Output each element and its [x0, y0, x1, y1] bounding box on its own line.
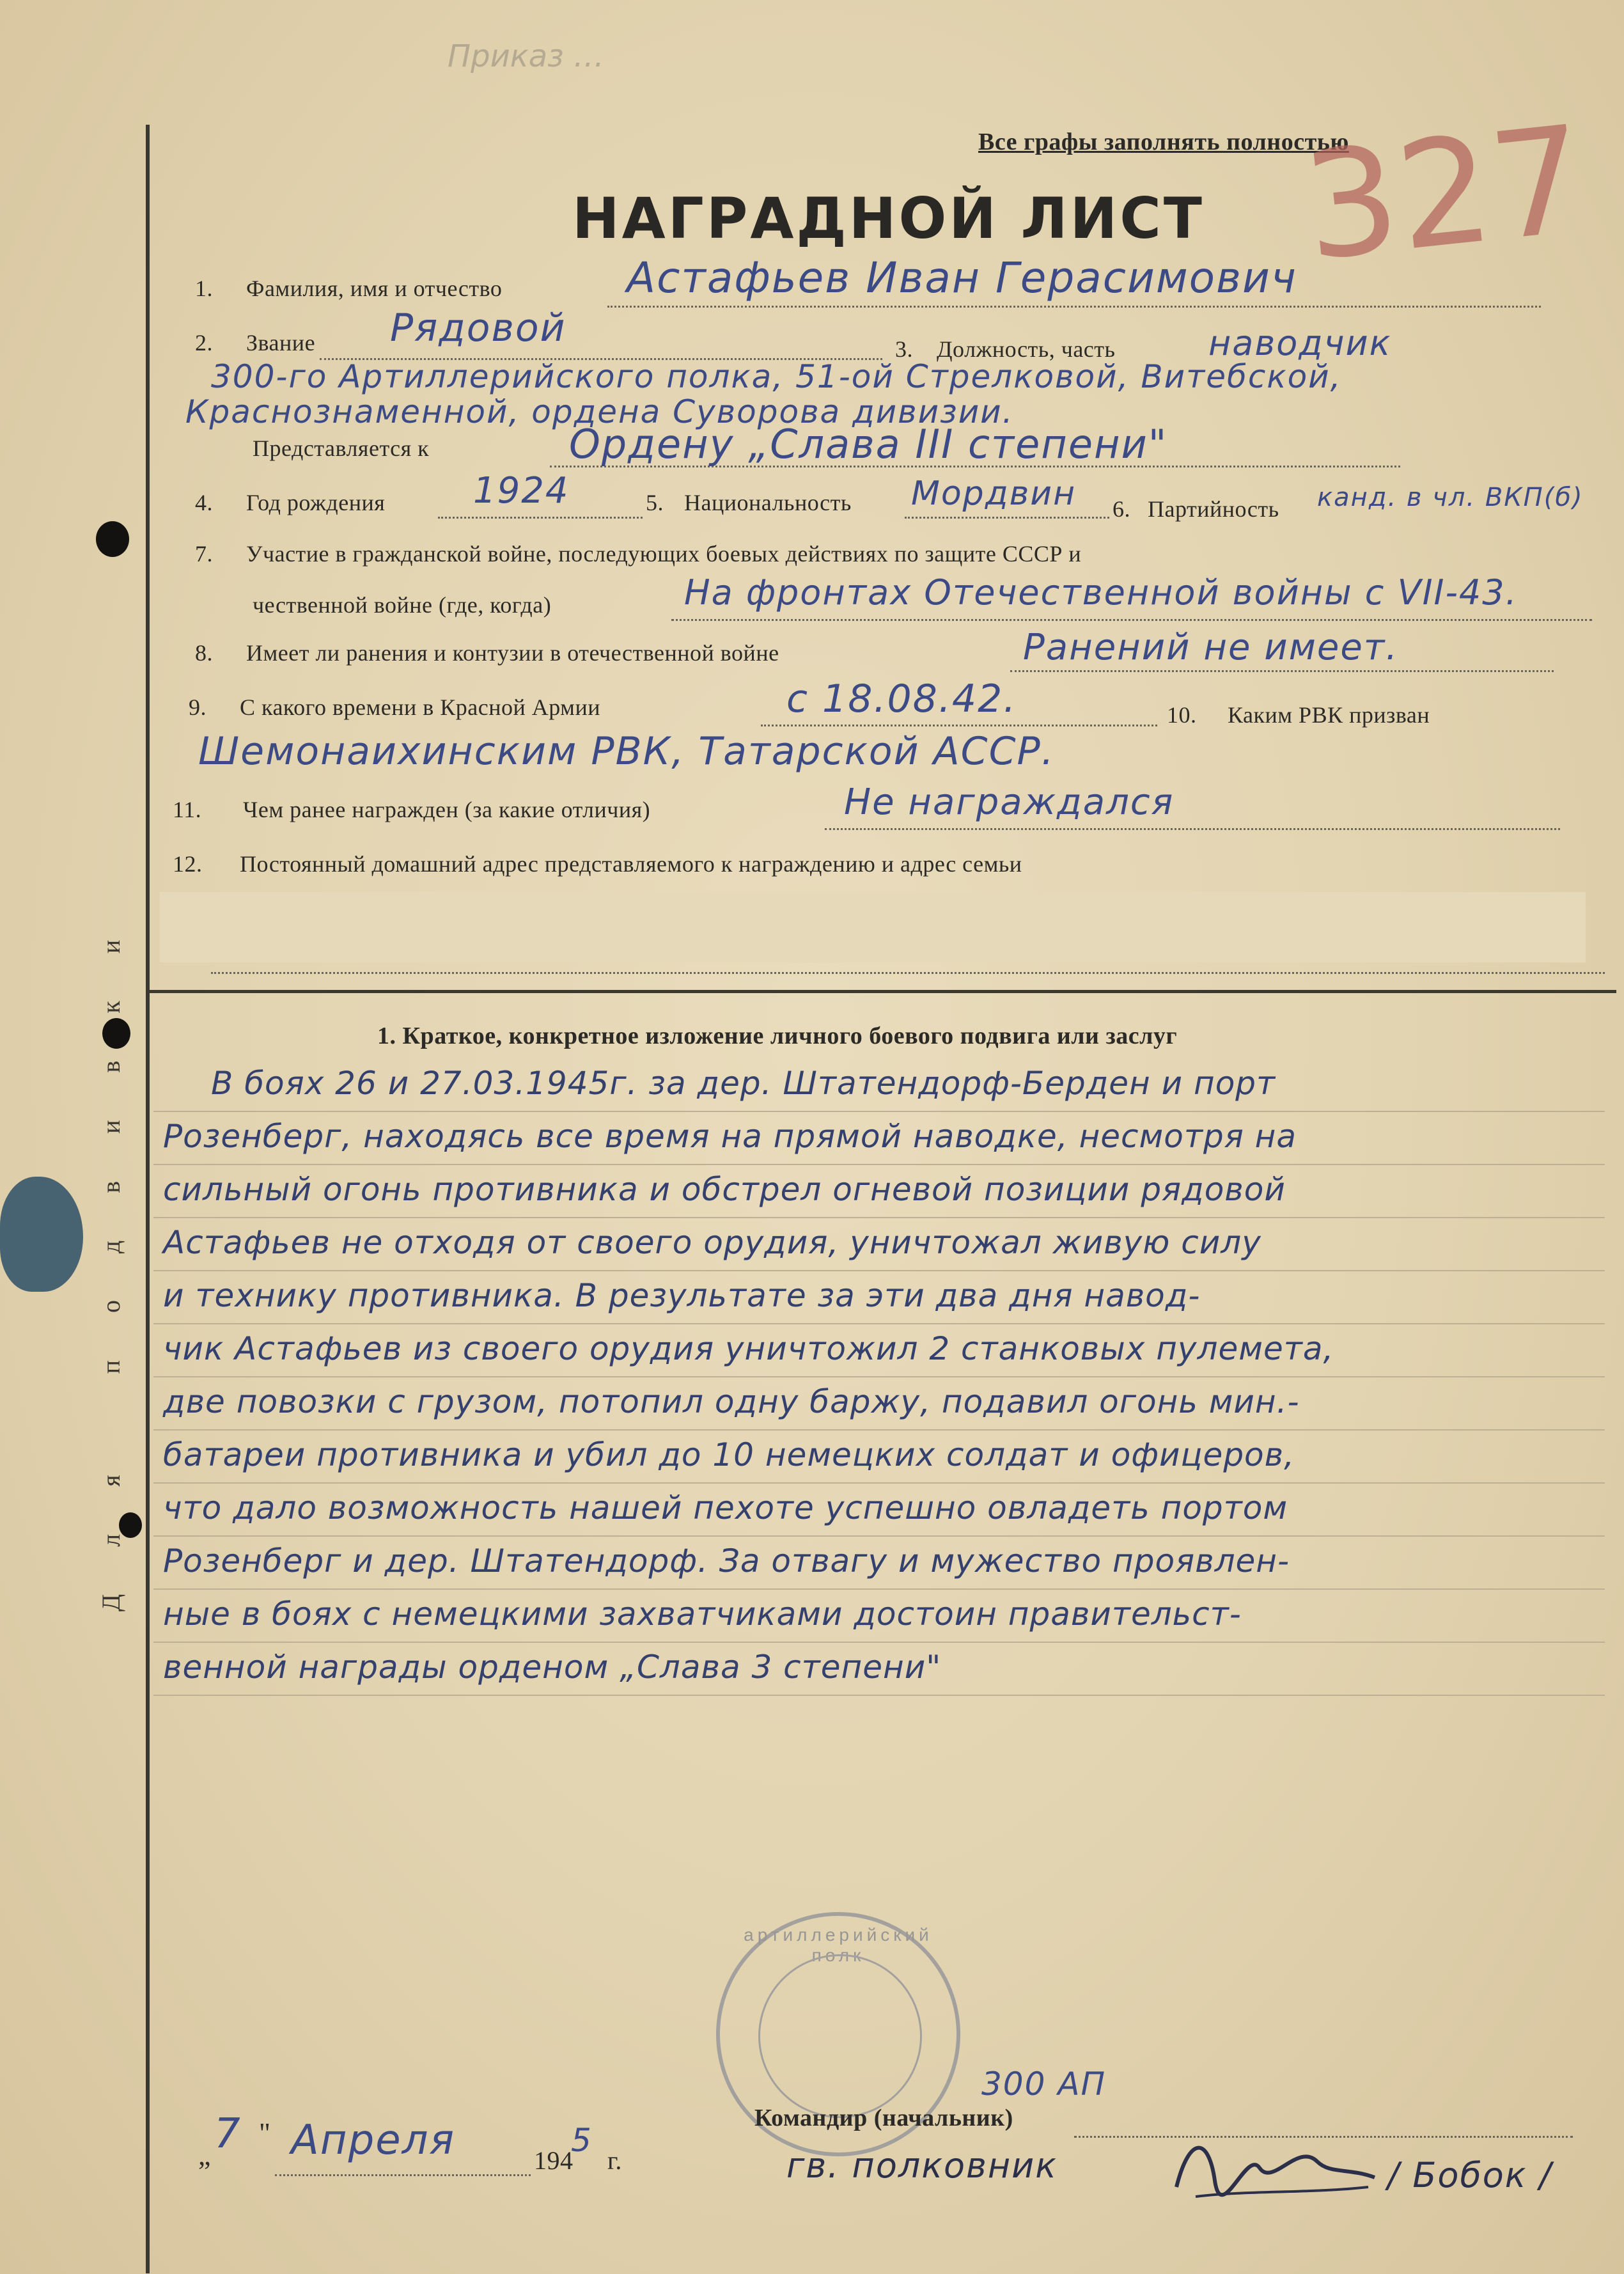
- ruling-line: [153, 1164, 1605, 1165]
- field-3-label: Должность, часть: [937, 336, 1116, 362]
- field-7-value: На фронтах Отечественной войны с VII-43.: [684, 572, 1518, 613]
- regiment-handwritten: 300 АП: [981, 2066, 1107, 2103]
- field-3-number: 3.: [895, 336, 913, 362]
- ruling-line: [153, 1482, 1605, 1484]
- field-7-line: [671, 619, 1592, 621]
- field-11-number: 11.: [173, 797, 202, 822]
- nominated-value: Ордену „Слава III степени": [569, 421, 1168, 467]
- field-6-number: 6.: [1113, 496, 1130, 522]
- field-1-line: [607, 306, 1541, 308]
- ruling-line: [153, 1270, 1605, 1271]
- field-4-line: [438, 517, 643, 519]
- field-5-label: Национальность: [684, 490, 852, 515]
- field-4-label: Год рождения: [246, 490, 386, 515]
- fill-instruction: Все графы заполнять полностью: [978, 129, 1349, 155]
- section-divider: [146, 990, 1616, 993]
- date-month: Апреля: [291, 2117, 456, 2164]
- field-8-line: [1010, 670, 1554, 672]
- commander-rank: гв. полковник: [786, 2145, 1058, 2186]
- commander-label: Командир (начальник): [754, 2105, 1013, 2131]
- field-8-label: Имеет ли ранения и контузии в отечественной войне: [246, 640, 779, 666]
- field-9-value: с 18.08.42.: [786, 677, 1017, 721]
- field-9-line: [761, 725, 1157, 726]
- description-line: две повозки с грузом, потопил одну баржу, подавил огонь мин.-: [163, 1383, 1300, 1420]
- document-title: НАГРАДНОЙ ЛИСТ: [572, 185, 1205, 251]
- field-5-line: [905, 517, 1109, 519]
- field-10-number: 10.: [1167, 702, 1197, 728]
- field-5-number: 5.: [646, 490, 664, 515]
- date-month-line: [275, 2174, 531, 2176]
- nominated-label: Представляется к: [253, 435, 430, 461]
- description-line: батареи противника и убил до 10 немецких солдат и офицеров,: [163, 1436, 1295, 1473]
- margin-binding-text: Для подвивки: [97, 892, 125, 1611]
- commander-signature: [1170, 2123, 1381, 2218]
- field-4-value: 1924: [473, 470, 570, 512]
- faint-order-text: Приказ …: [448, 38, 604, 74]
- description-line: венной награды орденом „Слава 3 степени": [163, 1649, 942, 1686]
- field-9-label: С какого времени в Красной Армии: [240, 694, 600, 720]
- date-year-g: г.: [607, 2146, 622, 2175]
- field-11-value: Не награждался: [844, 781, 1175, 823]
- unit-line-2: Краснознаменной, ордена Суворова дивизии.: [185, 393, 1014, 430]
- field-8-number: 8.: [195, 640, 213, 666]
- field-2-label: Звание: [246, 330, 316, 356]
- ruling-line: [153, 1695, 1605, 1696]
- redacted-address: [160, 892, 1586, 962]
- field-1-value: Астафьев Иван Герасимович: [627, 253, 1297, 302]
- description-line: Розенберг и дер. Штатендорф. За отвагу и мужество проявлен-: [163, 1542, 1290, 1580]
- field-12-number: 12.: [173, 851, 203, 877]
- description-line: Астафьев не отходя от своего орудия, уничтожал живую силу: [163, 1224, 1261, 1261]
- field-2-value: Рядовой: [390, 306, 566, 350]
- field-7-number: 7.: [195, 541, 213, 567]
- field-6-label: Партийность: [1148, 496, 1279, 522]
- achievement-heading: 1. Краткое, конкретное изложение личного боевого подвига или заслуг: [377, 1023, 1178, 1049]
- signature-name: / Бобок /: [1387, 2155, 1552, 2195]
- date-quote-close: ": [259, 2117, 271, 2149]
- description-line: ные в боях с немецкими захватчиками достоин правительст-: [163, 1596, 1242, 1633]
- ruling-line: [153, 1588, 1605, 1590]
- field-7-label-line-2: чественной войне (где, когда): [253, 592, 552, 618]
- unit-line-1: 300-го Артиллерийского полка, 51-ой Стрелковой, Витебской,: [211, 358, 1342, 395]
- seal-inner-ring: [758, 1954, 922, 2118]
- field-11-label: Чем ранее награжден (за какие отличия): [243, 797, 651, 822]
- field-12-label: Постоянный домашний адрес представляемого к награждению и адрес семьи: [240, 851, 1022, 877]
- field-1-number: 1.: [195, 276, 213, 301]
- description-line: сильный огонь противника и обстрел огневой позиции рядовой: [163, 1171, 1286, 1208]
- field-12-line: [211, 972, 1605, 974]
- field-6-value: канд. в чл. ВКП(б): [1317, 483, 1584, 512]
- description-line: В боях 26 и 27.03.1945г. за дер. Штатендорф-Берден и порт: [211, 1065, 1276, 1102]
- field-10-value: Шемонаихинским РВК, Татарской АССР.: [198, 729, 1055, 774]
- seal-text: артиллерийский полк: [744, 1925, 933, 1965]
- field-5-value: Мордвин: [911, 474, 1077, 513]
- ruling-line: [153, 1535, 1605, 1537]
- date-year-prefix: 194: [534, 2146, 574, 2175]
- date-year-suffix: 5: [571, 2122, 593, 2159]
- field-2-number: 2.: [195, 330, 213, 356]
- field-8-value: Ранений не имеет.: [1023, 627, 1399, 668]
- left-margin-line: [146, 125, 150, 2273]
- description-line: что дало возможность нашей пехоте успешно овладеть портом: [163, 1489, 1288, 1526]
- ink-blot: [0, 1177, 83, 1292]
- red-pencil-mark: 327: [1296, 94, 1593, 294]
- description-line: Розенберг, находясь все время на прямой наводке, несмотря на: [163, 1118, 1297, 1155]
- ruling-line: [153, 1217, 1605, 1218]
- ruling-line: [153, 1323, 1605, 1324]
- ruling-line: [153, 1642, 1605, 1643]
- description-line: чик Астафьев из своего орудия уничтожил 2 станковых пулемета,: [163, 1330, 1334, 1367]
- field-3-value: наводчик: [1208, 323, 1392, 363]
- field-11-line: [825, 828, 1560, 830]
- field-1-label: Фамилия, имя и отчество: [246, 276, 503, 301]
- ruling-line: [153, 1376, 1605, 1377]
- field-10-label: Каким РВК призван: [1228, 702, 1430, 728]
- ruling-line: [153, 1111, 1605, 1112]
- date-day: 7: [214, 2110, 242, 2158]
- field-7-label-line-1: Участие в гражданской войне, последующих боевых действиях по защите СССР и: [246, 541, 1082, 567]
- date-quote-open: „: [198, 2140, 212, 2171]
- field-9-number: 9.: [189, 694, 207, 720]
- description-line: и технику противника. В результате за эти два дня навод-: [163, 1277, 1201, 1314]
- ruling-line: [153, 1429, 1605, 1431]
- punch-hole: [96, 521, 129, 557]
- field-4-number: 4.: [195, 490, 213, 515]
